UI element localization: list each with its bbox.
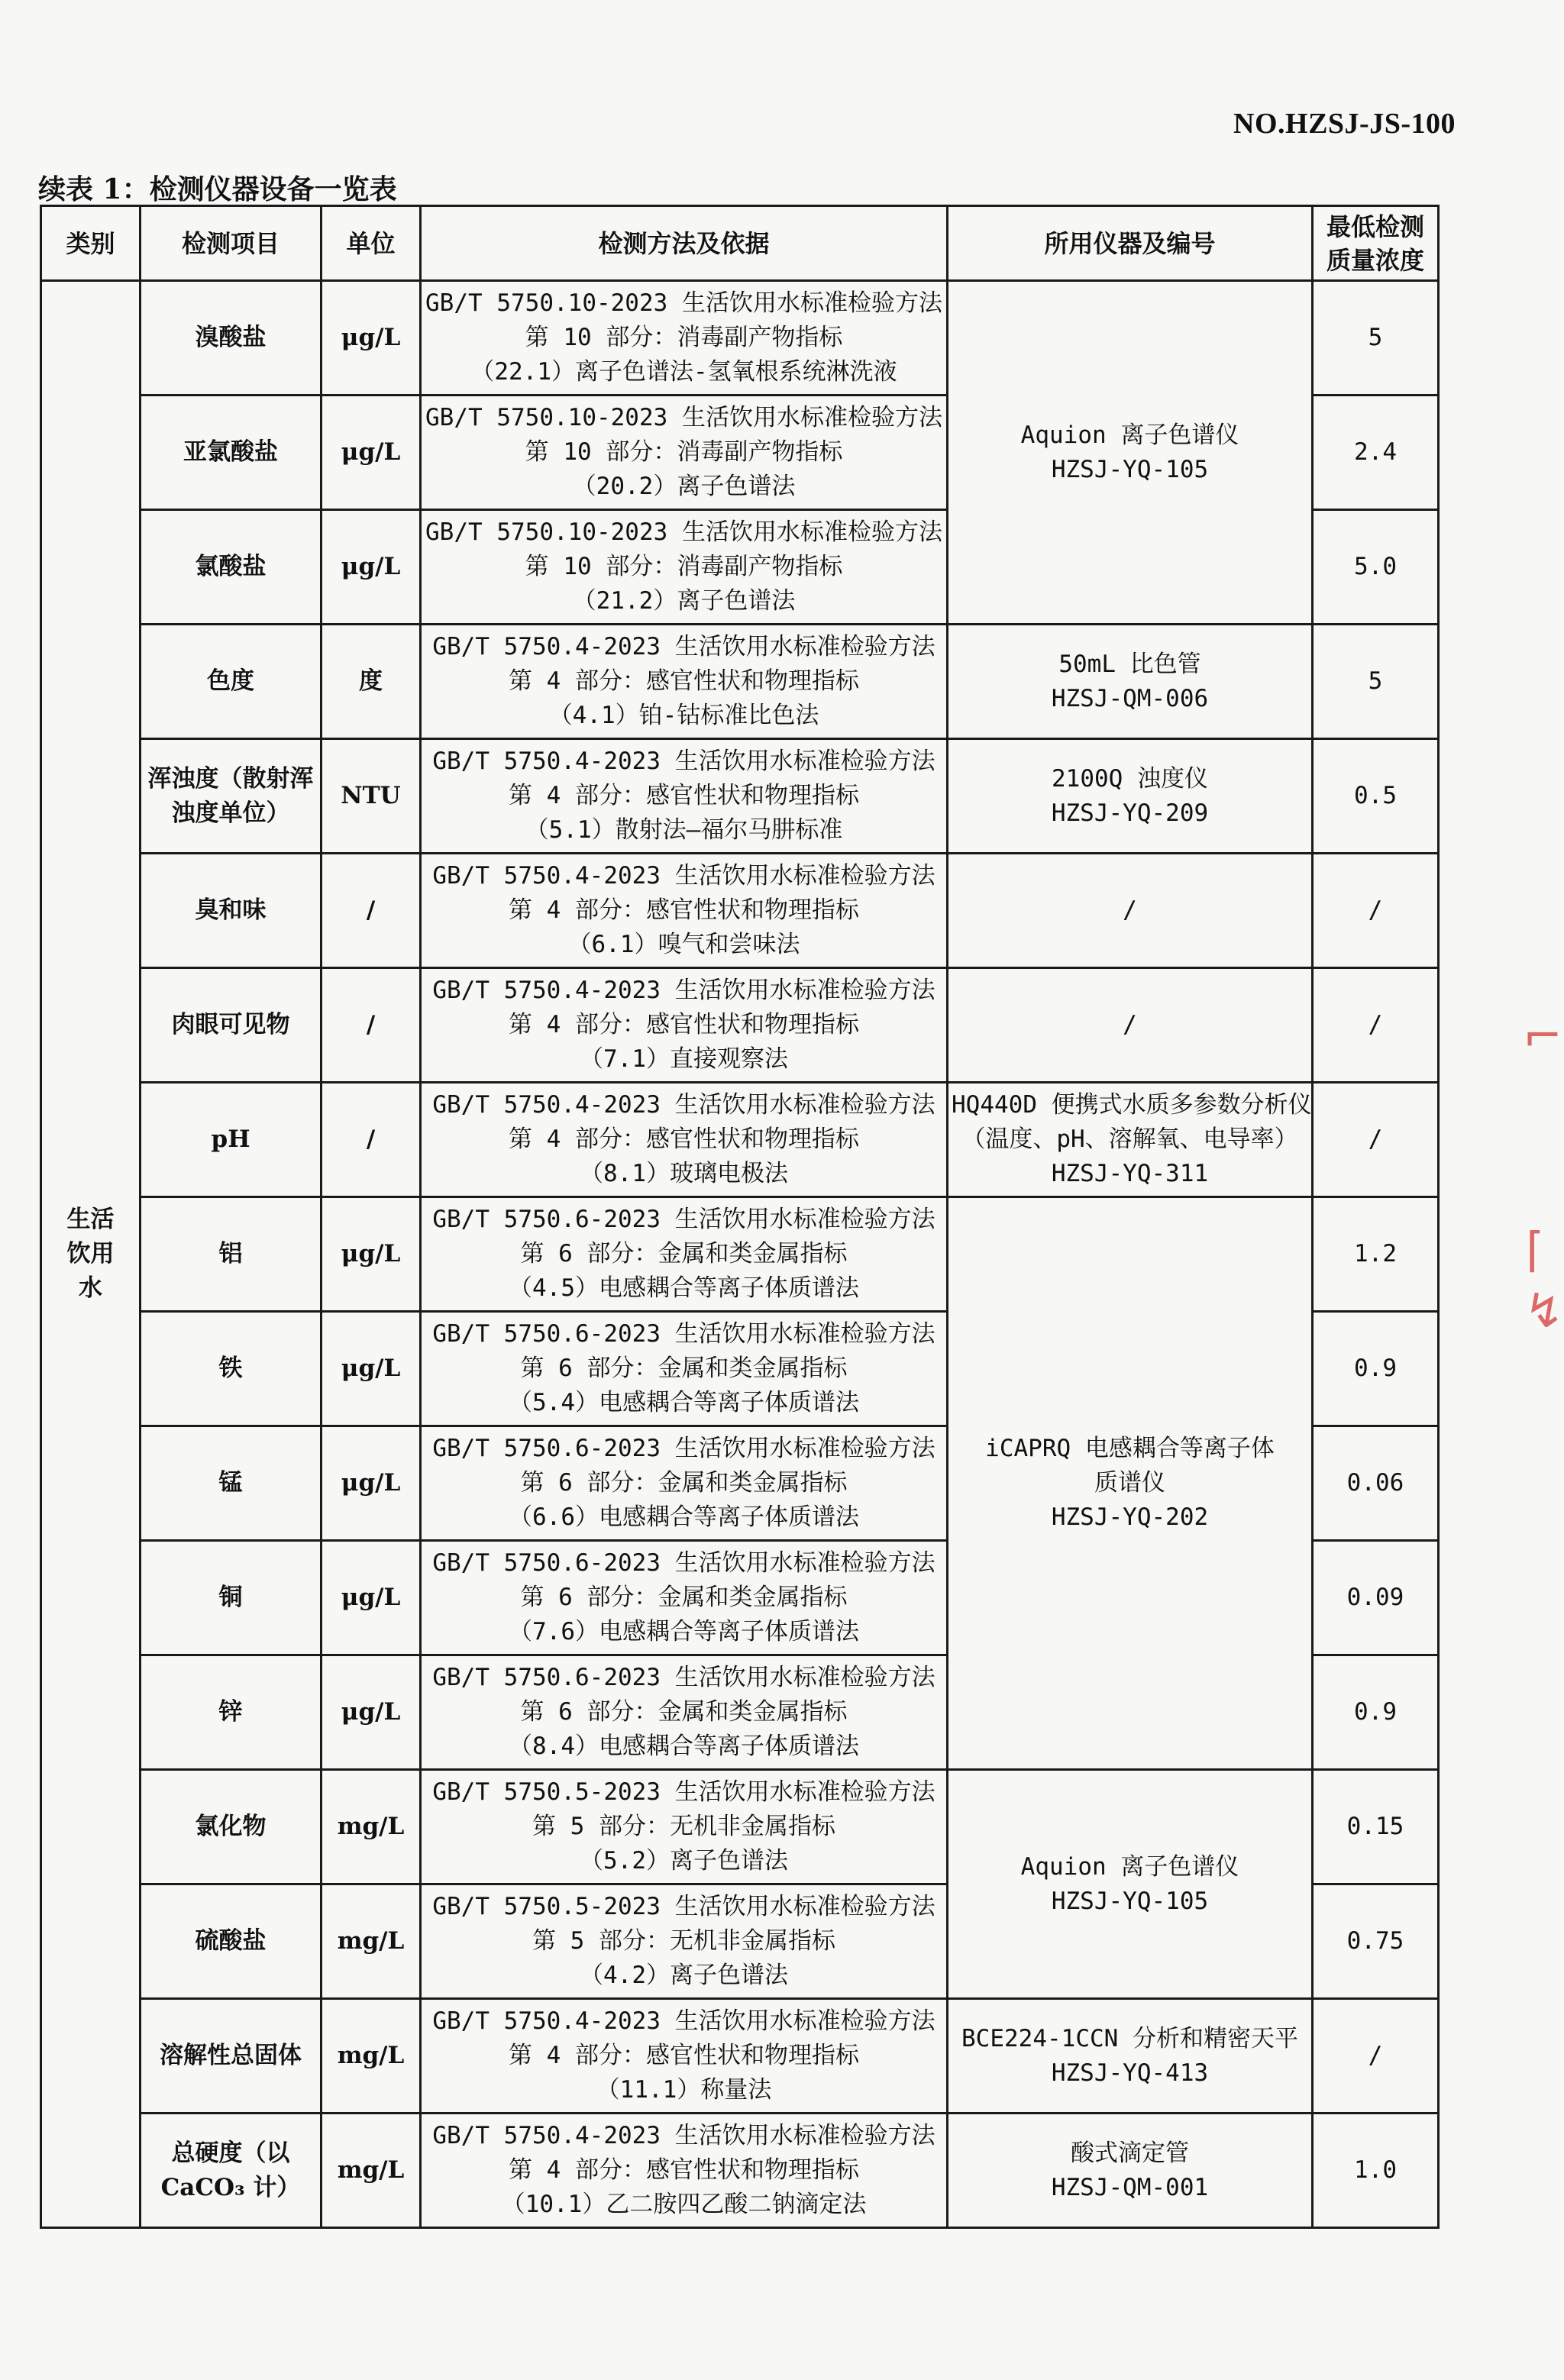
method-line: 第 6 部分：金属和类金属指标 xyxy=(520,1240,848,1268)
method-line: 第 6 部分：金属和类金属指标 xyxy=(520,1698,848,1726)
item-name: 氯化物 xyxy=(195,1813,267,1840)
instrument-line: Aquion 离子色谱仪 xyxy=(1020,1852,1239,1881)
method-line: 第 6 部分：金属和类金属指标 xyxy=(520,1584,848,1611)
table-header-row xyxy=(41,206,1439,281)
unit-cell: μg/L xyxy=(322,281,421,396)
method-line: （20.2）离子色谱法 xyxy=(572,473,796,500)
method-line: （6.1）嗅气和尝味法 xyxy=(567,931,800,958)
limit-cell: / xyxy=(1313,854,1439,968)
method-cell xyxy=(421,1884,948,1999)
instrument-line: 50mL 比色管 xyxy=(1058,650,1201,678)
method-line: GB/T 5750.10-2023 生活饮用水标准检验方法 xyxy=(425,289,942,317)
item-cell xyxy=(141,968,322,1083)
method-line: （22.1）离子色谱法-氢氧根系统淋洗液 xyxy=(470,358,897,386)
item-name: 锰 xyxy=(218,1469,243,1497)
header-limit xyxy=(1313,206,1439,281)
item-name: 溴酸盐 xyxy=(195,324,267,351)
stamp-fragment xyxy=(1520,0,1564,2380)
method-line: （8.4）电感耦合等离子体质谱法 xyxy=(509,1733,859,1760)
method-line: （11.1）称量法 xyxy=(596,2076,772,2104)
item-name: 铜 xyxy=(218,1584,243,1611)
method-cell xyxy=(421,1426,948,1541)
table-row xyxy=(41,1770,1439,1884)
method-line: 第 4 部分：感官性状和物理指标 xyxy=(509,667,859,695)
instrument-line: HZSJ-YQ-413 xyxy=(1051,2059,1209,2087)
table-row xyxy=(41,1999,1439,2114)
instrument-line: 2100Q 浊度仪 xyxy=(1052,764,1208,793)
instrument-cell xyxy=(948,1999,1313,2114)
method-line: 第 4 部分：感官性状和物理指标 xyxy=(509,1125,859,1153)
instrument-table xyxy=(40,205,1440,2229)
method-line: （10.1）乙二胺四乙酸二钠滴定法 xyxy=(501,2191,867,2218)
method-cell xyxy=(421,1655,948,1770)
instrument-line: / xyxy=(1123,896,1137,924)
item-cell xyxy=(141,1655,322,1770)
item-cell xyxy=(141,625,322,739)
limit-cell: 0.75 xyxy=(1313,1884,1439,1999)
method-line: GB/T 5750.10-2023 生活饮用水标准检验方法 xyxy=(425,518,942,546)
instrument-line: （温度、pH、溶解氧、电导率） xyxy=(961,1125,1298,1153)
method-line: 第 10 部分：消毒副产物指标 xyxy=(525,324,843,351)
unit-cell: μg/L xyxy=(322,1541,421,1655)
limit-cell: 0.06 xyxy=(1313,1426,1439,1541)
unit-cell: μg/L xyxy=(322,1655,421,1770)
method-line: GB/T 5750.5-2023 生活饮用水标准检验方法 xyxy=(432,1893,935,1920)
category-cell xyxy=(41,281,141,2228)
method-line: 第 6 部分：金属和类金属指标 xyxy=(520,1469,848,1497)
item-cell xyxy=(141,1884,322,1999)
unit-cell: mg/L xyxy=(322,1999,421,2114)
method-line: （5.4）电感耦合等离子体质谱法 xyxy=(509,1389,859,1416)
item-name: pH xyxy=(211,1125,250,1153)
method-line: （8.1）玻璃电极法 xyxy=(580,1160,788,1187)
method-cell xyxy=(421,739,948,854)
item-cell xyxy=(141,739,322,854)
limit-cell: / xyxy=(1313,1083,1439,1197)
method-line: （5.1）散射法—福尔马肼标准 xyxy=(525,816,843,844)
instrument-cell xyxy=(948,2114,1313,2228)
method-line: GB/T 5750.6-2023 生活饮用水标准检验方法 xyxy=(432,1320,935,1348)
table-row xyxy=(41,1197,1439,1312)
method-line: （4.5）电感耦合等离子体质谱法 xyxy=(509,1274,859,1302)
limit-cell: / xyxy=(1313,968,1439,1083)
instrument-line: HZSJ-YQ-209 xyxy=(1051,799,1209,827)
instrument-cell xyxy=(948,968,1313,1083)
method-line: GB/T 5750.6-2023 生活饮用水标准检验方法 xyxy=(432,1664,935,1691)
method-line: 第 4 部分：感官性状和物理指标 xyxy=(509,2042,859,2069)
unit-cell: mg/L xyxy=(322,1770,421,1884)
method-line: （5.2）离子色谱法 xyxy=(580,1847,788,1875)
instrument-line: HZSJ-YQ-202 xyxy=(1051,1503,1209,1531)
method-line: GB/T 5750.4-2023 生活饮用水标准检验方法 xyxy=(432,2007,935,2035)
unit-cell: NTU xyxy=(322,739,421,854)
method-line: 第 5 部分：无机非金属指标 xyxy=(532,1927,835,1955)
document-number: NO.HZSJ-JS-100 xyxy=(1233,108,1456,140)
method-line: （7.6）电感耦合等离子体质谱法 xyxy=(509,1618,859,1645)
item-name: 肉眼可见物 xyxy=(171,1011,290,1038)
stamp-mark-1: ⌐ xyxy=(1523,1008,1562,1064)
unit-cell: μg/L xyxy=(322,510,421,625)
unit-cell: / xyxy=(322,854,421,968)
method-cell xyxy=(421,1083,948,1197)
limit-cell: 5 xyxy=(1313,625,1439,739)
method-line: （21.2）离子色谱法 xyxy=(572,587,796,615)
header-method: 检测方法及依据 xyxy=(421,206,948,281)
item-cell xyxy=(141,1770,322,1884)
item-name: 铁 xyxy=(218,1355,243,1382)
unit-cell: / xyxy=(322,1083,421,1197)
method-line: （4.1）铂-钴标准比色法 xyxy=(548,702,819,729)
instrument-line: HZSJ-QM-001 xyxy=(1051,2173,1209,2201)
method-cell xyxy=(421,510,948,625)
method-cell xyxy=(421,1999,948,2114)
unit-cell: / xyxy=(322,968,421,1083)
instrument-cell xyxy=(948,281,1313,625)
limit-cell: 5 xyxy=(1313,281,1439,396)
item-name: 总硬度（以 CaCO₃ 计） xyxy=(160,2139,301,2201)
method-line: （6.6）电感耦合等离子体质谱法 xyxy=(509,1503,859,1531)
limit-cell: 5.0 xyxy=(1313,510,1439,625)
unit-cell: μg/L xyxy=(322,1312,421,1426)
header-category: 类别 xyxy=(41,206,141,281)
item-name: 浑浊度（散射浑浊度单位） xyxy=(147,764,314,827)
item-cell xyxy=(141,396,322,510)
unit-cell: mg/L xyxy=(322,1884,421,1999)
instrument-line: iCAPRQ 电感耦合等离子体 xyxy=(985,1435,1275,1462)
method-line: 第 5 部分：无机非金属指标 xyxy=(532,1813,835,1840)
limit-cell: 0.09 xyxy=(1313,1541,1439,1655)
table-row xyxy=(41,854,1439,968)
item-cell xyxy=(141,1541,322,1655)
item-name: 硫酸盐 xyxy=(195,1927,267,1955)
method-line: 第 6 部分：金属和类金属指标 xyxy=(520,1355,848,1382)
method-cell xyxy=(421,968,948,1083)
item-name: 溶解性总固体 xyxy=(160,2042,302,2069)
unit-cell: μg/L xyxy=(322,396,421,510)
method-cell xyxy=(421,1541,948,1655)
instrument-line: HZSJ-YQ-105 xyxy=(1051,455,1209,483)
unit-cell: 度 xyxy=(322,625,421,739)
header-instrument: 所用仪器及编号 xyxy=(948,206,1313,281)
item-name: 臭和味 xyxy=(195,896,267,924)
method-line: （4.2）离子色谱法 xyxy=(580,1962,788,1989)
header-unit: 单位 xyxy=(322,206,421,281)
instrument-line: BCE224-1CCN 分析和精密天平 xyxy=(961,2024,1298,2052)
method-cell xyxy=(421,625,948,739)
item-cell xyxy=(141,1083,322,1197)
method-cell xyxy=(421,396,948,510)
method-line: 第 4 部分：感官性状和物理指标 xyxy=(509,1011,859,1038)
table-caption: 续表 1：检测仪器设备一览表 xyxy=(38,173,397,205)
item-cell xyxy=(141,1312,322,1426)
limit-cell: 1.2 xyxy=(1313,1197,1439,1312)
stamp-mark-3: ↯ xyxy=(1524,1283,1564,1339)
unit-cell: μg/L xyxy=(322,1197,421,1312)
limit-cell: / xyxy=(1313,1999,1439,2114)
limit-cell: 1.0 xyxy=(1313,2114,1439,2228)
method-cell xyxy=(421,1312,948,1426)
method-line: 第 4 部分：感官性状和物理指标 xyxy=(509,896,859,924)
item-cell xyxy=(141,510,322,625)
unit-cell: mg/L xyxy=(322,2114,421,2228)
stamp-mark-2: ⌈ xyxy=(1526,1222,1545,1277)
table-row xyxy=(41,2114,1439,2228)
method-line: GB/T 5750.4-2023 生活饮用水标准检验方法 xyxy=(432,633,935,660)
instrument-line: HQ440D 便携式水质多参数分析仪 xyxy=(952,1091,1312,1119)
table-row xyxy=(41,281,1439,396)
method-line: 第 10 部分：消毒副产物指标 xyxy=(525,553,843,580)
item-cell xyxy=(141,1197,322,1312)
method-line: GB/T 5750.4-2023 生活饮用水标准检验方法 xyxy=(432,748,935,775)
item-cell xyxy=(141,1999,322,2114)
item-name: 氯酸盐 xyxy=(195,553,267,580)
limit-cell: 0.9 xyxy=(1313,1312,1439,1426)
item-cell xyxy=(141,281,322,396)
method-line: GB/T 5750.6-2023 生活饮用水标准检验方法 xyxy=(432,1435,935,1462)
method-cell xyxy=(421,854,948,968)
method-line: 第 10 部分：消毒副产物指标 xyxy=(525,438,843,466)
header-item: 检测项目 xyxy=(141,206,322,281)
instrument-cell xyxy=(948,625,1313,739)
instrument-line: HZSJ-YQ-311 xyxy=(1051,1160,1209,1187)
item-name: 锌 xyxy=(218,1698,243,1726)
item-cell xyxy=(141,854,322,968)
table-row xyxy=(41,968,1439,1083)
method-cell xyxy=(421,281,948,396)
category-label: 生活饮用水 xyxy=(66,1206,115,1302)
instrument-cell xyxy=(948,739,1313,854)
unit-cell: μg/L xyxy=(322,1426,421,1541)
method-line: GB/T 5750.4-2023 生活饮用水标准检验方法 xyxy=(432,2122,935,2149)
instrument-line: Aquion 离子色谱仪 xyxy=(1020,421,1239,449)
item-cell xyxy=(141,1426,322,1541)
instrument-line: / xyxy=(1123,1011,1137,1038)
item-name: 亚氯酸盐 xyxy=(183,438,278,466)
limit-cell: 2.4 xyxy=(1313,396,1439,510)
limit-cell: 0.15 xyxy=(1313,1770,1439,1884)
method-line: GB/T 5750.4-2023 生活饮用水标准检验方法 xyxy=(432,862,935,890)
limit-cell: 0.5 xyxy=(1313,739,1439,854)
table-row xyxy=(41,625,1439,739)
instrument-cell xyxy=(948,1197,1313,1770)
method-line: GB/T 5750.4-2023 生活饮用水标准检验方法 xyxy=(432,1091,935,1119)
method-line: GB/T 5750.10-2023 生活饮用水标准检验方法 xyxy=(425,404,942,431)
instrument-cell xyxy=(948,854,1313,968)
instrument-cell xyxy=(948,1083,1313,1197)
item-cell xyxy=(141,2114,322,2228)
method-line: GB/T 5750.6-2023 生活饮用水标准检验方法 xyxy=(432,1206,935,1233)
item-name: 色度 xyxy=(207,667,254,695)
method-cell xyxy=(421,1770,948,1884)
limit-cell: 0.9 xyxy=(1313,1655,1439,1770)
method-line: 第 4 部分：感官性状和物理指标 xyxy=(509,782,859,809)
instrument-line: 酸式滴定管 xyxy=(1071,2139,1189,2167)
table-body xyxy=(41,281,1439,2228)
item-name: 铝 xyxy=(218,1240,243,1268)
instrument-line: 质谱仪 xyxy=(1094,1469,1165,1497)
method-line: GB/T 5750.4-2023 生活饮用水标准检验方法 xyxy=(432,977,935,1004)
instrument-line: HZSJ-QM-006 xyxy=(1051,684,1209,712)
instrument-cell xyxy=(948,1770,1313,1999)
method-line: GB/T 5750.6-2023 生活饮用水标准检验方法 xyxy=(432,1549,935,1577)
method-line: 第 4 部分：感官性状和物理指标 xyxy=(509,2156,859,2184)
table-row xyxy=(41,1083,1439,1197)
method-cell xyxy=(421,2114,948,2228)
instrument-line: HZSJ-YQ-105 xyxy=(1051,1887,1209,1915)
table-row xyxy=(41,739,1439,854)
header-limit-label: 最低检测质量浓度 xyxy=(1326,212,1424,275)
method-line: GB/T 5750.5-2023 生活饮用水标准检验方法 xyxy=(432,1778,935,1806)
method-line: （7.1）直接观察法 xyxy=(580,1045,788,1073)
method-cell xyxy=(421,1197,948,1312)
